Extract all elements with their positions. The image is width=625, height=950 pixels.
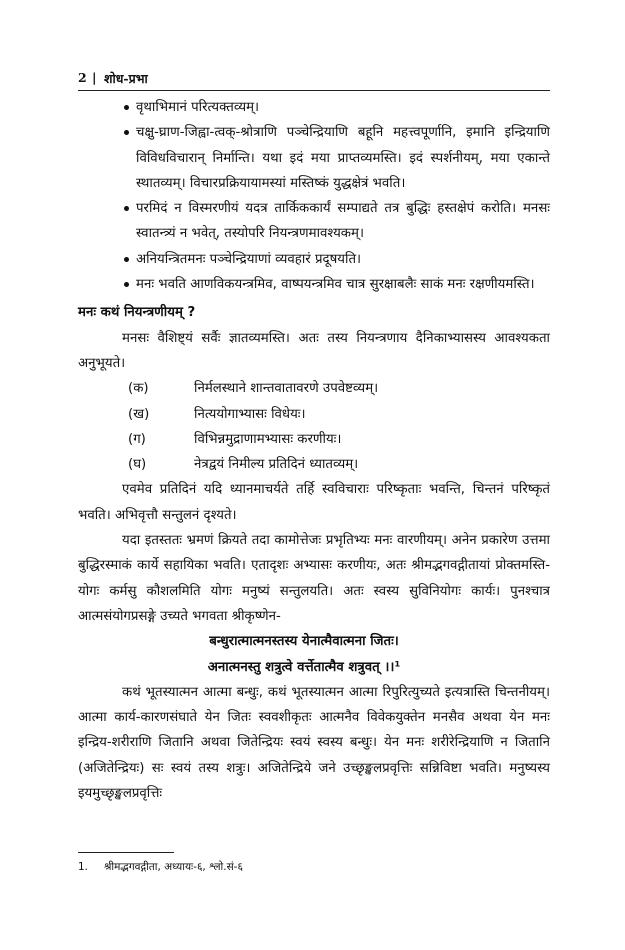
body-paragraph: यदा इतस्ततः भ्रमणं क्रियते तदा कामोत्तेजः प्रभृतिभ्यः मनः वारणीयम्। अनेन प्रकारेण उत्तमा बुद्धिरस्माकं कार्ये सहायिका भवति। एतादृशः अभ्यासः करणीयः, अतः श्रीमद्भगवद्गीतायां प्रोक्तमस्ति- योगः कर्मसु कौशलमिति योगः मनुष्यं सन्तुलयति। अतः स्वस्य सुविनियोगः कार्यः। पुनश्चात्र आत्मसंयोगप्रसङ्गे उच्यते भगवता श्रीकृष्णेन- (78, 533, 550, 624)
body-paragraph: कथं भूतस्यात्मन आत्मा बन्धुः, कथं भूतस्यात्मन आत्मा रिपुरित्युच्यते इत्यत्रास्ति चिन्तनीयम्। आत्मा कार्य-कारणसंघाते येन जितः स्ववशीकृतः आत्मनैव विवेकयुक्तेन मनसैव अथवा येन मनः इन्द्रिय-शरीराणि जितानि अथवा जितेन्द्रियः स्वयं स्वस्य बन्धुः। येन मनः शरीरेन्द्रियाणि न जितानि (अजितेन्द्रियः) सः स्वयं तस्य शत्रुः। अजितेन्द्रिये जने उच्छृङ्खलप्रवृत्तिः सन्निविष्टा भवति। मनुष्यस्य इयमुच्छृङ्खलप्रवृत्तिः (78, 684, 550, 802)
practice-item (78, 402, 550, 427)
bullet-item: परमिदं न विस्मरणीयं यदत्र तार्किककार्यं सम्पाद्यते तत्र बुद्धिः हस्तक्षेपं करोति। मनसः स्वातन्त्र्यं न भवेत्, तस्योपरि नियन्त्रणमावश्यकम्। (78, 196, 550, 247)
practice-item (78, 452, 550, 477)
practice-item (78, 376, 550, 401)
practice-item-label: (ग) (128, 431, 146, 447)
practice-item-text: नित्ययोगाभ्यासः विधेयः। (194, 406, 306, 422)
header-separator: | (92, 70, 97, 85)
footnote (78, 859, 550, 875)
running-header (78, 68, 550, 91)
practice-list (78, 376, 550, 477)
practice-item-text: निर्मलस्थाने शान्तवातावरणे उपवेष्टव्यम्। (194, 381, 379, 397)
section-heading: मनः कथं नियन्त्रणीयम् ? (78, 305, 196, 321)
footnote-divider (78, 852, 174, 853)
practice-item-text: विभिन्नमुद्राणामभ्यासः करणीयः। (194, 431, 342, 447)
page-number: 2 (78, 70, 87, 85)
practice-item-label: (घ) (128, 457, 147, 473)
journal-title: शोध-प्रभा (104, 71, 148, 86)
bullet-item: मनः भवति आणविकयन्त्रमिव, वाष्पयन्त्रमिव चात्र सुरक्षाबलैः साकं मनः रक्षणीयमस्ति। (78, 272, 550, 297)
practice-item-text: नेत्रद्वयं निमील्य प्रतिदिनं ध्यातव्यम्। (194, 457, 359, 473)
intro-paragraph: मनसः वैशिष्ट्यं सर्वैः ज्ञातव्यमस्ति। अतः तस्य नियन्त्रणाय दैनिकाभ्यासस्य आवश्यकता अनुभूयते। (78, 330, 550, 371)
footnote-text: श्रीमद्भगवद्गीता, अध्यायः-६, श्लो.सं-६ (104, 861, 243, 873)
verse-line: अनात्मनस्तु शत्रुत्वे वर्त्तेतात्मैव शत्रुवत् ।।¹ (207, 659, 401, 675)
bullet-item: अनियन्त्रितमनः पञ्चेन्द्रियाणां व्यवहारं प्रदूषयति। (78, 247, 550, 272)
body-paragraph: एवमेव प्रतिदिनं यदि ध्यानमाचर्यते तर्हि स्वविचाराः परिष्कृताः भवन्ति, चिन्तनं परिष्कृतं भवति। अभिवृत्तौ सन्तुलनं दृश्यते। (78, 482, 550, 523)
footnote-number: 1. (78, 861, 89, 873)
page-content (78, 95, 550, 806)
verse-line: बन्धुरात्मात्मनस्तस्य येनात्मैवात्मना जितः। (209, 634, 399, 650)
practice-item-label: (क) (128, 381, 149, 397)
bullet-item: चक्षु-घ्राण-जिह्वा-त्वक्-श्रोत्राणि पञ्चेन्द्रियाणि बहूनि महत्त्वपूर्णानि, इमानि इन्द्रियाणि विविधविचारान् निर्मान्ति। यथा इदं मया प्राप्तव्यमस्ति। इदं स्पर्शनीयम्, मया एकान्ते स्थातव्यम्। विचारप्रक्रियायामस्यां मस्तिष्कं युद्धक्षेत्रं भवति। (78, 120, 550, 196)
practice-item (78, 427, 550, 452)
practice-item-label: (ख) (128, 406, 150, 422)
bullet-list (78, 95, 550, 297)
bullet-item: वृथाभिमानं परित्यक्तव्यम्। (78, 95, 550, 120)
